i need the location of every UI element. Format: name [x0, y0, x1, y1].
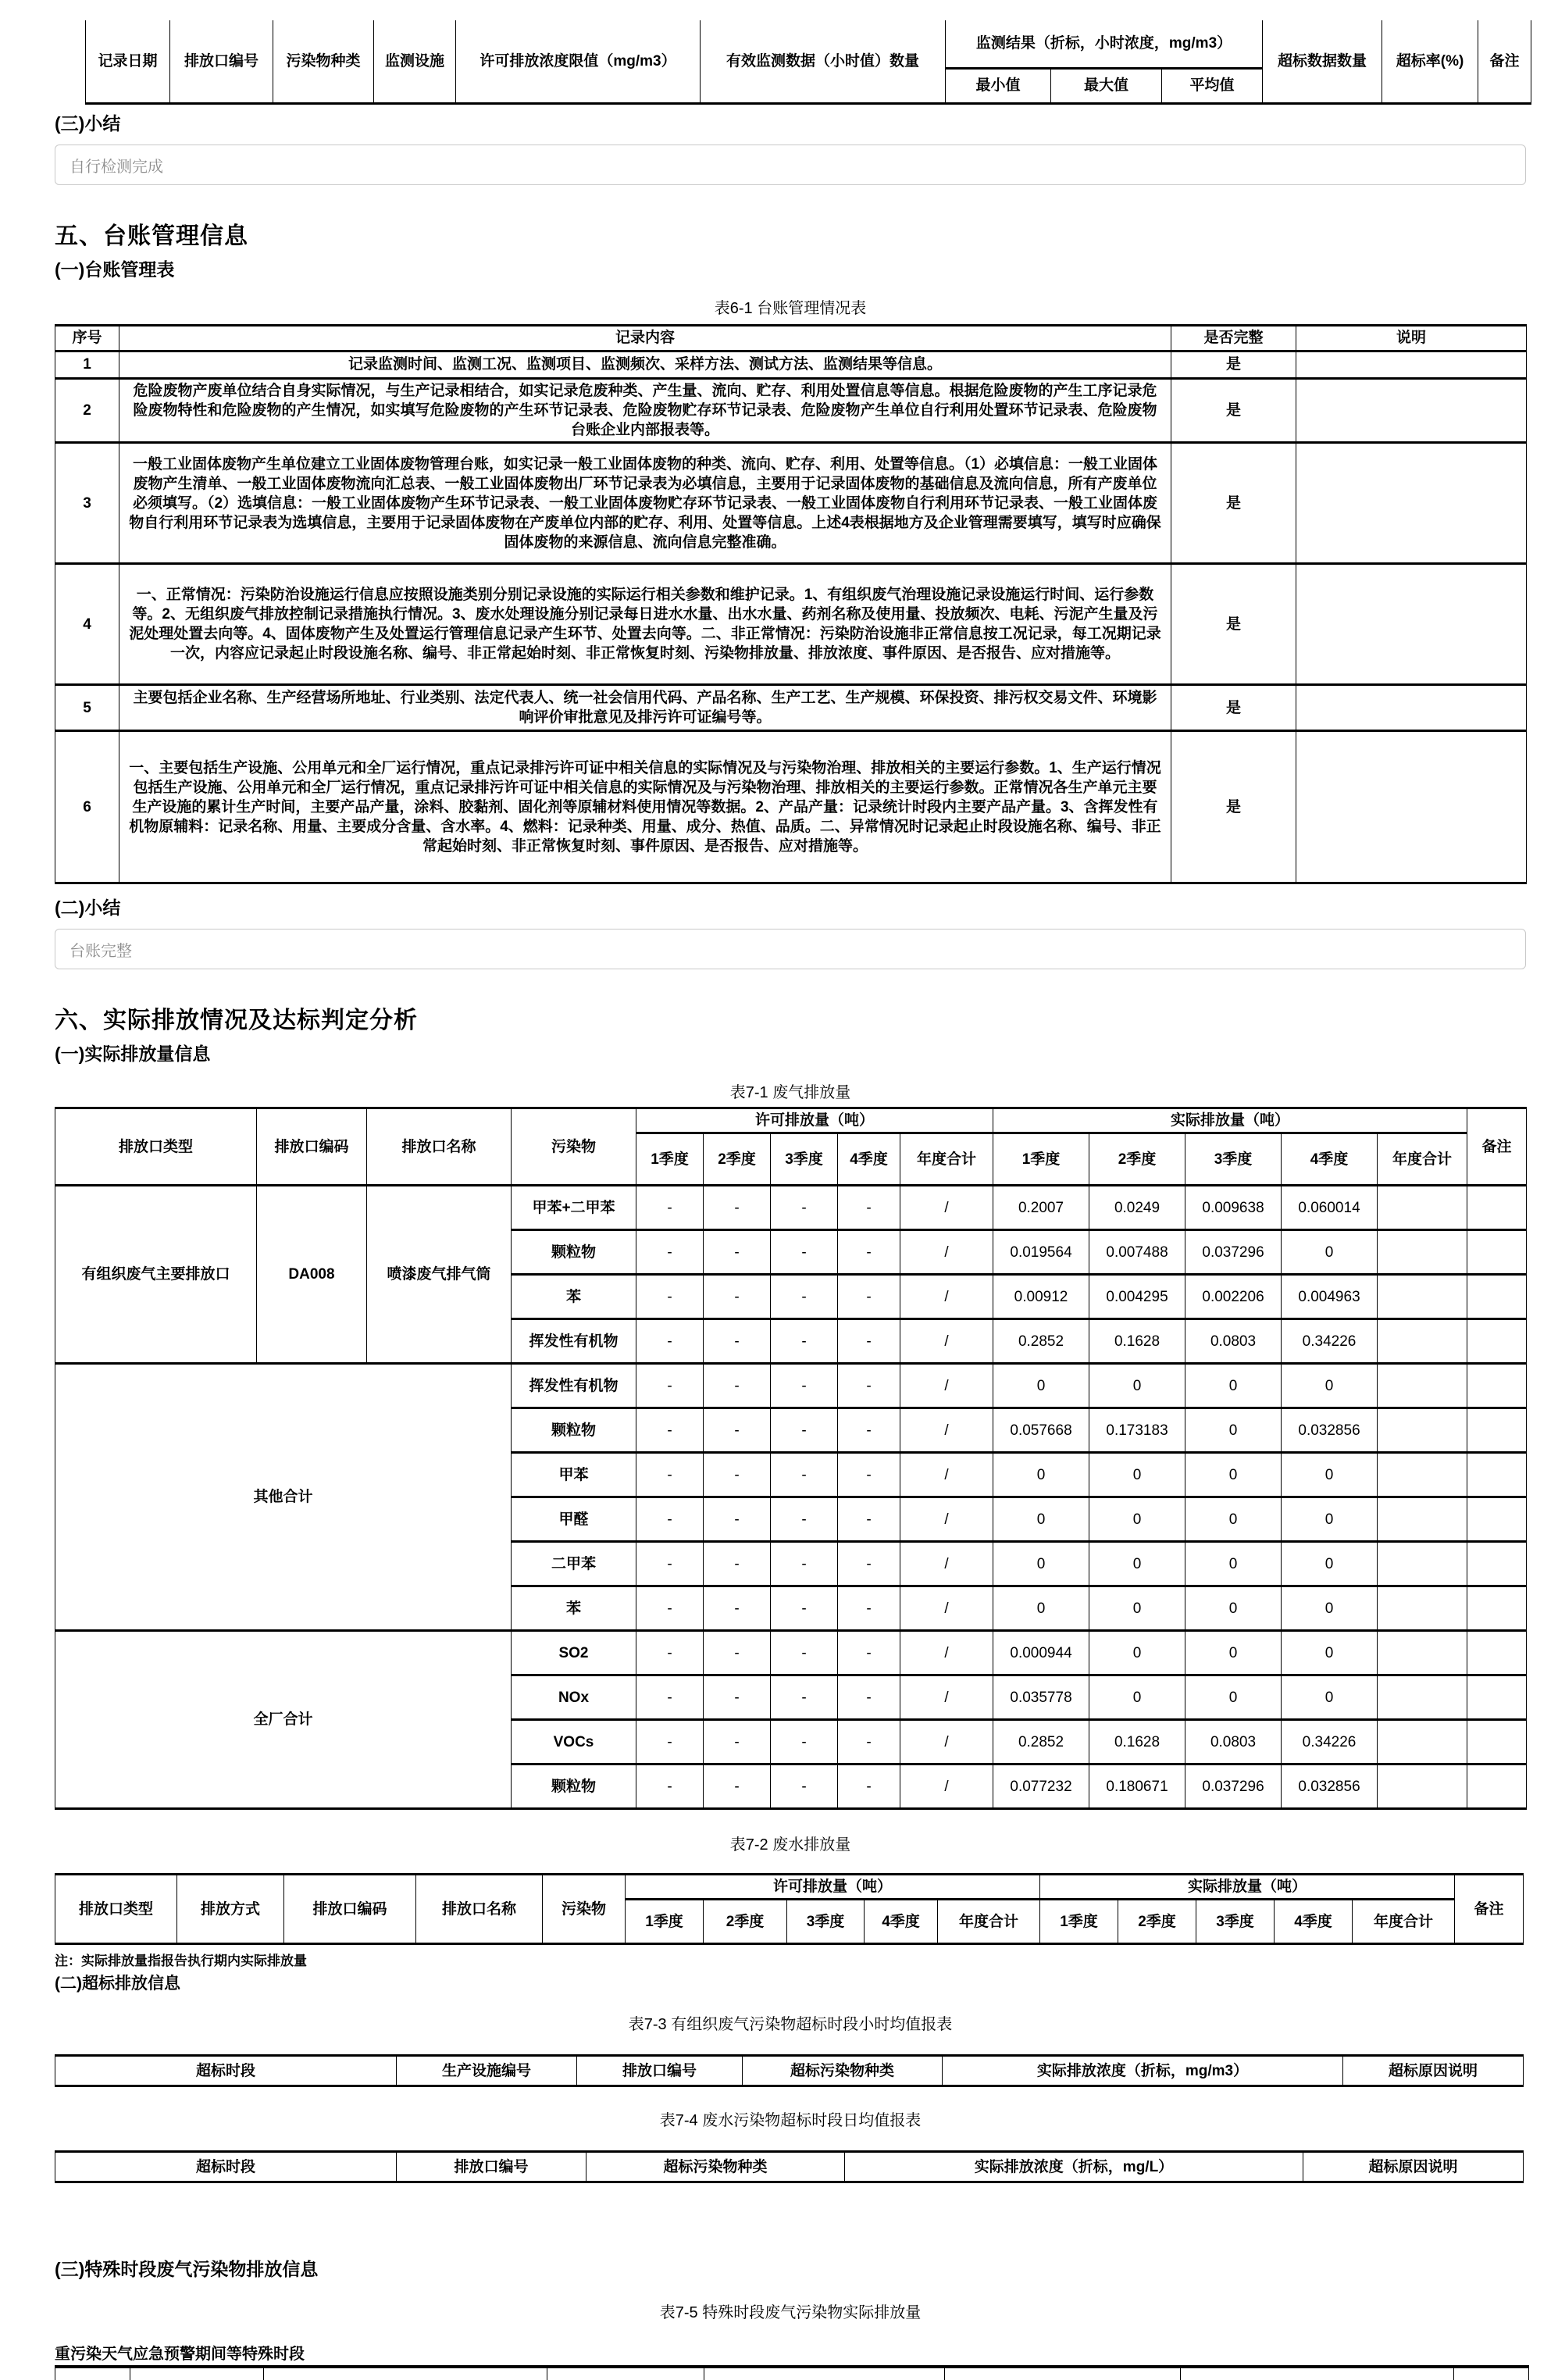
- pollutant-cell: 甲苯+二甲苯: [512, 1186, 636, 1230]
- permit-value-cell: -: [704, 1275, 771, 1319]
- permit-value-cell: -: [636, 1675, 704, 1720]
- header-cell-permit-group: 许可排放量（吨）: [626, 1875, 1040, 1900]
- actual-value-cell: [1378, 1586, 1467, 1631]
- actual-value-cell: 0: [1185, 1631, 1282, 1675]
- header-cell: 是否完整: [1171, 326, 1296, 351]
- permit-value-cell: /: [900, 1364, 993, 1408]
- table-7-5-caption: 表7-5 特殊时段废气污染物实际排放量: [659, 2304, 922, 2322]
- note-cell: [1296, 685, 1527, 731]
- actual-value-cell: 0.032856: [1282, 1408, 1378, 1453]
- empty-cell: [1181, 2367, 1454, 2380]
- permit-value-cell: -: [636, 1497, 704, 1542]
- header-cell: 年度合计: [1353, 1900, 1455, 1944]
- permit-value-cell: /: [900, 1497, 993, 1542]
- actual-value-cell: 0.007488: [1089, 1230, 1185, 1275]
- empty-cell: [945, 2367, 1181, 2380]
- header-cell: 污染物: [543, 1875, 626, 1944]
- actual-value-cell: 0.002206: [1185, 1275, 1282, 1319]
- header-cell: 排放口编码: [257, 1108, 367, 1186]
- header-cell: 平均值: [1162, 69, 1263, 104]
- permit-value-cell: -: [771, 1408, 838, 1453]
- header-cell: 说明: [1296, 326, 1527, 351]
- actual-value-cell: 0: [1282, 1364, 1378, 1408]
- special-period-label: 重污染天气应急预警期间等特殊时段: [55, 2346, 305, 2364]
- permit-value-cell: -: [838, 1720, 900, 1764]
- permit-value-cell: /: [900, 1275, 993, 1319]
- actual-value-cell: 0: [1089, 1542, 1185, 1586]
- pollutant-cell: 甲醛: [512, 1497, 636, 1542]
- permit-value-cell: -: [838, 1230, 900, 1275]
- row-number-cell: 6: [55, 731, 119, 883]
- table-7-1-caption: 表7-1 废气排放量: [729, 1084, 851, 1102]
- permit-value-cell: -: [704, 1542, 771, 1586]
- actual-value-cell: 0: [1089, 1453, 1185, 1497]
- header-cell: 年度合计: [938, 1900, 1040, 1944]
- pollutant-cell: NOx: [512, 1675, 636, 1720]
- note-cell: [1296, 443, 1527, 564]
- header-cell: 最大值: [1051, 69, 1162, 104]
- permit-value-cell: /: [900, 1586, 993, 1631]
- header-cell: 2季度: [704, 1900, 787, 1944]
- actual-value-cell: 0.057668: [993, 1408, 1089, 1453]
- actual-value-cell: [1378, 1720, 1467, 1764]
- header-cell: 2季度: [1118, 1900, 1196, 1944]
- header-cell: 排放方式: [177, 1875, 284, 1944]
- ledger-management-table: [55, 324, 1527, 884]
- summary-3-heading: (三)小结: [55, 113, 121, 134]
- monitoring-results-table: [85, 20, 1531, 105]
- actual-value-cell: 0: [993, 1497, 1089, 1542]
- permit-value-cell: -: [838, 1631, 900, 1675]
- actual-value-cell: 0.037296: [1185, 1764, 1282, 1809]
- header-cell: 超标率(%): [1382, 20, 1478, 104]
- header-cell: 有效监测数据（小时值）数量: [701, 20, 946, 104]
- ledger-summary-box[interactable]: [55, 929, 1526, 969]
- header-cell: 生产设施编号: [397, 2056, 577, 2086]
- actual-value-cell: 0.032856: [1282, 1764, 1378, 1809]
- record-content-cell: 主要包括企业名称、生产经营场所地址、行业类别、法定代表人、统一社会信用代码、产品名称、生产工艺、生产规模、环保投资、排污权交易文件、环境影响评价审批意见及排污许可证编号等。: [119, 685, 1171, 731]
- permit-value-cell: -: [704, 1186, 771, 1230]
- header-cell: 超标时段: [55, 2056, 397, 2086]
- header-cell: 污染物种类: [273, 20, 374, 104]
- header-cell: 3季度: [771, 1133, 838, 1186]
- actual-value-cell: 0: [1089, 1631, 1185, 1675]
- header-cell: 超标污染物种类: [743, 2056, 943, 2086]
- permit-value-cell: -: [771, 1230, 838, 1275]
- section-6-sub3-heading: (三)特殊时段废气污染物排放信息: [55, 2259, 319, 2280]
- permit-value-cell: -: [771, 1186, 838, 1230]
- actual-value-cell: 0: [1282, 1497, 1378, 1542]
- actual-value-cell: 0: [1185, 1453, 1282, 1497]
- actual-value-cell: [1378, 1542, 1467, 1586]
- table-7-4-caption: 表7-4 废水污染物超标时段日均值报表: [659, 2112, 922, 2130]
- pollutant-cell: SO2: [512, 1631, 636, 1675]
- section-6-sub2-heading: (二)超标排放信息: [55, 1975, 180, 1993]
- permit-value-cell: -: [838, 1542, 900, 1586]
- actual-value-cell: 0.2852: [993, 1720, 1089, 1764]
- header-cell: 备注: [1467, 1108, 1527, 1186]
- table-7-3-caption: 表7-3 有组织废气污染物超标时段小时均值报表: [628, 2016, 953, 2034]
- permit-value-cell: -: [636, 1453, 704, 1497]
- actual-value-cell: 0.00912: [993, 1275, 1089, 1319]
- permit-value-cell: -: [771, 1675, 838, 1720]
- actual-value-cell: 0: [1185, 1408, 1282, 1453]
- permit-value-cell: -: [771, 1720, 838, 1764]
- note-cell: [1296, 731, 1527, 883]
- pollutant-cell: 颗粒物: [512, 1230, 636, 1275]
- empty-cell: [130, 2367, 264, 2380]
- self-monitoring-summary-box[interactable]: [55, 145, 1526, 185]
- header-cell: 排放口编号: [170, 20, 273, 104]
- actual-value-cell: 0.0803: [1185, 1319, 1282, 1364]
- header-cell: 1季度: [636, 1133, 704, 1186]
- pollutant-cell: 二甲苯: [512, 1542, 636, 1586]
- actual-value-cell: 0: [1282, 1586, 1378, 1631]
- permit-value-cell: /: [900, 1764, 993, 1809]
- permit-value-cell: -: [636, 1586, 704, 1631]
- header-cell: 排放口类型: [55, 1875, 177, 1944]
- record-content-cell: 一、主要包括生产设施、公用单元和全厂运行情况，重点记录排污许可证中相关信息的实际情况及与污染物治理、排放相关的主要运行参数。1、生产运行情况包括生产设施、公用单元和全厂运行情况，重点记录排污许可证中相关信息的实际情况及与污染物治理、排放相关的主要运行参数。正常情况各生产单元主要生产设施的累计生产时间，主要产品产量，涂料、胶黏剂、固化剂等原辅材料使用情况等数据。2、产品产量：记录统计时段内主要产品产量。3、含挥发性有机物原辅料：记录名称、用量、主要成分含量、含水率。4、燃料：记录种类、用量、成分、热值、品质。二、异常情况时记录起止时段设施名称、编号、非正常起始时刻、非正常恢复时刻、事件原因、是否报告、应对措施等。: [119, 731, 1171, 883]
- permit-value-cell: -: [636, 1319, 704, 1364]
- header-cell: 备注: [1478, 20, 1531, 104]
- actual-value-cell: 0: [993, 1453, 1089, 1497]
- header-cell-actual-group: 实际排放量（吨）: [993, 1108, 1467, 1133]
- note-cell: [1467, 1720, 1527, 1764]
- permit-value-cell: -: [636, 1364, 704, 1408]
- complete-flag-cell: 是: [1171, 685, 1296, 731]
- actual-value-cell: 0.000944: [993, 1631, 1089, 1675]
- actual-value-cell: 0: [1185, 1542, 1282, 1586]
- gas-exceedance-table: [55, 2054, 1524, 2087]
- header-cell: 记录日期: [86, 20, 170, 104]
- actual-value-cell: 0.037296: [1185, 1230, 1282, 1275]
- permit-value-cell: -: [704, 1408, 771, 1453]
- permit-value-cell: -: [636, 1720, 704, 1764]
- complete-flag-cell: 是: [1171, 564, 1296, 685]
- row-number-cell: 5: [55, 685, 119, 731]
- actual-value-cell: 0: [1089, 1675, 1185, 1720]
- header-cell-result-group: 监测结果（折标，小时浓度，mg/m3）: [946, 20, 1263, 69]
- actual-value-cell: 0.2007: [993, 1186, 1089, 1230]
- permit-value-cell: -: [704, 1720, 771, 1764]
- actual-value-cell: 0: [1185, 1586, 1282, 1631]
- header-cell: 3季度: [787, 1900, 865, 1944]
- row-number-cell: 3: [55, 443, 119, 564]
- permit-value-cell: /: [900, 1631, 993, 1675]
- actual-value-cell: 0.077232: [993, 1764, 1089, 1809]
- header-cell: 超标原因说明: [1343, 2056, 1524, 2086]
- section-6-title: 六、实际排放情况及达标判定分析: [55, 1008, 418, 1034]
- permit-value-cell: -: [704, 1319, 771, 1364]
- permit-value-cell: -: [771, 1764, 838, 1809]
- actual-value-cell: [1378, 1675, 1467, 1720]
- permit-value-cell: -: [636, 1764, 704, 1809]
- outlet-group-cell: 全厂合计: [55, 1631, 512, 1809]
- permit-value-cell: -: [771, 1497, 838, 1542]
- header-cell: 监测设施: [374, 20, 456, 104]
- actual-value-cell: 0.019564: [993, 1230, 1089, 1275]
- actual-value-cell: 0.009638: [1185, 1186, 1282, 1230]
- actual-value-cell: [1378, 1497, 1467, 1542]
- permit-value-cell: /: [900, 1408, 993, 1453]
- outlet-group-cell: 其他合计: [55, 1364, 512, 1631]
- actual-value-cell: 0.180671: [1089, 1764, 1185, 1809]
- gas-emission-table: [55, 1107, 1527, 1810]
- header-cell: 4季度: [865, 1900, 938, 1944]
- self-monitoring-summary-text: 自行检测完成: [70, 158, 163, 176]
- actual-value-cell: [1378, 1631, 1467, 1675]
- permit-value-cell: -: [704, 1764, 771, 1809]
- permit-value-cell: -: [636, 1631, 704, 1675]
- pollutant-cell: 挥发性有机物: [512, 1364, 636, 1408]
- permit-value-cell: -: [636, 1542, 704, 1586]
- permit-value-cell: -: [771, 1275, 838, 1319]
- table-6-1-caption: 表6-1 台账管理情况表: [714, 300, 867, 317]
- note-cell: [1467, 1675, 1527, 1720]
- actual-value-cell: 0.004295: [1089, 1275, 1185, 1319]
- pollutant-cell: 苯: [512, 1586, 636, 1631]
- permit-value-cell: -: [838, 1764, 900, 1809]
- actual-value-cell: 0.035778: [993, 1675, 1089, 1720]
- actual-value-cell: 0.004963: [1282, 1275, 1378, 1319]
- actual-value-cell: 0.0803: [1185, 1720, 1282, 1764]
- actual-value-cell: [1378, 1453, 1467, 1497]
- record-content-cell: 一般工业固体废物产生单位建立工业固体废物管理台账，如实记录一般工业固体废物的种类、流向、贮存、利用、处置等信息。（1）必填信息：一般工业固体废物产生清单、一般工业固体废物流向汇总表、一般工业固体废物出厂环节记录表为必填信息，主要用于记录固体废物的基础信息及流向信息，所有产废单位必须填写。（2）选填信息：一般工业固体废物产生环节记录表、一般工业固体废物贮存环节记录表、一般工业固体废物自行利用环节记录表、一般工业固体废物自行利用环节记录表为选填信息，主要用于记录固体废物在产废单位内部的贮存、利用、处置等信息。上述4表根据地方及企业管理需要填写，填写时应确保固体废物的来源信息、流向信息完整准确。: [119, 443, 1171, 564]
- permit-value-cell: -: [771, 1364, 838, 1408]
- permit-value-cell: -: [838, 1586, 900, 1631]
- wastewater-exceedance-table: [55, 2150, 1524, 2183]
- actual-value-cell: 0.173183: [1089, 1408, 1185, 1453]
- header-cell: 排放口名称: [416, 1875, 543, 1944]
- pollutant-cell: 苯: [512, 1275, 636, 1319]
- permit-value-cell: /: [900, 1453, 993, 1497]
- header-cell: 超标时段: [55, 2152, 397, 2182]
- actual-value-cell: [1378, 1186, 1467, 1230]
- permit-value-cell: -: [704, 1230, 771, 1275]
- actual-value-cell: 0.1628: [1089, 1720, 1185, 1764]
- permit-value-cell: /: [900, 1542, 993, 1586]
- actual-value-cell: [1378, 1275, 1467, 1319]
- special-period-table: [55, 2365, 1529, 2380]
- permit-value-cell: -: [704, 1631, 771, 1675]
- permit-value-cell: -: [704, 1497, 771, 1542]
- permit-value-cell: -: [771, 1319, 838, 1364]
- complete-flag-cell: 是: [1171, 379, 1296, 443]
- actual-value-cell: [1378, 1408, 1467, 1453]
- header-cell: 许可排放浓度限值（mg/m3）: [456, 20, 701, 104]
- pollutant-cell: VOCs: [512, 1720, 636, 1764]
- header-cell-actual-group: 实际排放量（吨）: [1040, 1875, 1455, 1900]
- header-cell: 排放口类型: [55, 1108, 257, 1186]
- complete-flag-cell: 是: [1171, 351, 1296, 379]
- actual-value-cell: 0: [1282, 1542, 1378, 1586]
- header-cell: 2季度: [704, 1133, 771, 1186]
- section-5-title: 五、台账管理信息: [55, 223, 248, 249]
- actual-value-cell: [1378, 1364, 1467, 1408]
- actual-value-cell: 0.060014: [1282, 1186, 1378, 1230]
- record-content-cell: 一、正常情况：污染防治设施运行信息应按照设施类别分别记录设施的实际运行相关参数和维护记录。1、有组织废气治理设施记录设施运行时间、运行参数等。2、无组织废气排放控制记录措施执行情况。3、废水处理设施分别记录每日进水水量、出水水量、药剂名称及使用量、投放频次、电耗、污泥产生量及污泥处理处置去向等。4、固体废物产生及处置运行管理信息记录产生环节、处置去向等。二、非正常情况：污染防治设施非正常信息按工况记录，每工况期记录一次，内容应记录起止时段设施名称、编号、非正常起始时刻、非正常恢复时刻、污染物排放量、排放浓度、事件原因、是否报告、应对措施等。: [119, 564, 1171, 685]
- row-number-cell: 4: [55, 564, 119, 685]
- header-cell: 超标数据数量: [1263, 20, 1382, 104]
- header-cell: 排放口编号: [397, 2152, 586, 2182]
- actual-value-cell: 0: [993, 1586, 1089, 1631]
- row-number-cell: 2: [55, 379, 119, 443]
- actual-value-cell: 0: [1185, 1497, 1282, 1542]
- record-content-cell: 危险废物产废单位结合自身实际情况，与生产记录相结合，如实记录危废种类、产生量、流向、贮存、利用处置信息等信息。根据危险废物的产生工序记录危险废物特性和危险废物的产生情况，如实填写危险废物的产生环节记录表、危险废物贮存环节记录表、危险废物产生单位自行利用处置环节记录表、危险废物台账企业内部报表等。: [119, 379, 1171, 443]
- permit-value-cell: -: [771, 1631, 838, 1675]
- permit-value-cell: /: [900, 1720, 993, 1764]
- permit-value-cell: -: [636, 1275, 704, 1319]
- permit-value-cell: -: [636, 1186, 704, 1230]
- table-7-2-note: 注：实际排放量指报告执行期内实际排放量: [55, 1954, 307, 1969]
- actual-value-cell: 0: [1185, 1675, 1282, 1720]
- permit-value-cell: -: [636, 1230, 704, 1275]
- header-cell: 1季度: [993, 1133, 1089, 1186]
- header-cell: 年度合计: [1378, 1133, 1467, 1186]
- pollutant-cell: 颗粒物: [512, 1764, 636, 1809]
- pollutant-cell: 甲苯: [512, 1453, 636, 1497]
- record-content-cell: 记录监测时间、监测工况、监测项目、监测频次、采样方法、测试方法、监测结果等信息。: [119, 351, 1171, 379]
- empty-cell: [704, 2367, 945, 2380]
- permit-value-cell: /: [900, 1319, 993, 1364]
- actual-value-cell: 0.2852: [993, 1319, 1089, 1364]
- empty-cell: [547, 2367, 704, 2380]
- header-cell: 4季度: [1275, 1900, 1353, 1944]
- actual-value-cell: 0: [1282, 1675, 1378, 1720]
- note-cell: [1296, 564, 1527, 685]
- header-cell: 记录内容: [119, 326, 1171, 351]
- empty-cell: [1454, 2367, 1529, 2380]
- permit-value-cell: /: [900, 1186, 993, 1230]
- header-cell: 实际排放浓度（折标，mg/m3）: [943, 2056, 1343, 2086]
- permit-value-cell: -: [771, 1586, 838, 1631]
- note-cell: [1467, 1497, 1527, 1542]
- header-cell: 2季度: [1089, 1133, 1185, 1186]
- header-cell: 污染物: [512, 1108, 636, 1186]
- note-cell: [1467, 1453, 1527, 1497]
- note-cell: [1467, 1275, 1527, 1319]
- summary-2-heading: (二)小结: [55, 897, 121, 919]
- header-cell: 4季度: [838, 1133, 900, 1186]
- note-cell: [1467, 1408, 1527, 1453]
- actual-value-cell: 0: [1282, 1453, 1378, 1497]
- outlet-name-cell: 喷漆废气排气筒: [367, 1186, 512, 1364]
- note-cell: [1467, 1319, 1527, 1364]
- permit-value-cell: -: [838, 1497, 900, 1542]
- permit-value-cell: /: [900, 1230, 993, 1275]
- note-cell: [1467, 1764, 1527, 1809]
- actual-value-cell: [1378, 1764, 1467, 1809]
- actual-value-cell: 0: [1282, 1631, 1378, 1675]
- header-cell: 排放口编码: [284, 1875, 416, 1944]
- header-cell: 超标原因说明: [1303, 2152, 1524, 2182]
- pollutant-cell: 颗粒物: [512, 1408, 636, 1453]
- header-cell: 实际排放浓度（折标，mg/L）: [845, 2152, 1303, 2182]
- note-cell: [1467, 1364, 1527, 1408]
- header-cell: 年度合计: [900, 1133, 993, 1186]
- actual-value-cell: 0.34226: [1282, 1319, 1378, 1364]
- actual-value-cell: 0: [993, 1542, 1089, 1586]
- actual-value-cell: 0: [1089, 1364, 1185, 1408]
- complete-flag-cell: 是: [1171, 731, 1296, 883]
- section-5-sub-heading: (一)台账管理表: [55, 259, 175, 280]
- permit-value-cell: -: [838, 1364, 900, 1408]
- header-cell: 1季度: [626, 1900, 704, 1944]
- permit-value-cell: -: [838, 1453, 900, 1497]
- actual-value-cell: 0: [993, 1364, 1089, 1408]
- ledger-summary-text: 台账完整: [70, 942, 132, 960]
- note-cell: [1296, 379, 1527, 443]
- note-cell: [1467, 1542, 1527, 1586]
- header-cell: 1季度: [1040, 1900, 1118, 1944]
- empty-cell: [264, 2367, 547, 2380]
- outlet-code-cell: DA008: [257, 1186, 367, 1364]
- actual-value-cell: 0.34226: [1282, 1720, 1378, 1764]
- permit-value-cell: -: [704, 1586, 771, 1631]
- header-cell: 最小值: [946, 69, 1051, 104]
- permit-value-cell: -: [704, 1675, 771, 1720]
- actual-value-cell: [1378, 1319, 1467, 1364]
- header-cell: 备注: [1455, 1875, 1524, 1944]
- note-cell: [1467, 1586, 1527, 1631]
- actual-value-cell: [1378, 1230, 1467, 1275]
- table-7-2-caption: 表7-2 废水排放量: [729, 1836, 851, 1854]
- wastewater-emission-table: [55, 1873, 1524, 1945]
- note-cell: [1467, 1186, 1527, 1230]
- actual-value-cell: 0: [1282, 1230, 1378, 1275]
- header-cell: 3季度: [1185, 1133, 1282, 1186]
- permit-value-cell: -: [838, 1408, 900, 1453]
- header-cell: 序号: [55, 326, 119, 351]
- header-cell: 4季度: [1282, 1133, 1378, 1186]
- actual-value-cell: 0.0249: [1089, 1186, 1185, 1230]
- section-6-sub1-heading: (一)实际排放量信息: [55, 1044, 211, 1065]
- actual-value-cell: 0: [1089, 1586, 1185, 1631]
- permit-value-cell: -: [838, 1186, 900, 1230]
- header-cell: 超标污染物种类: [586, 2152, 845, 2182]
- actual-value-cell: 0: [1185, 1364, 1282, 1408]
- actual-value-cell: 0: [1089, 1497, 1185, 1542]
- header-cell-permit-group: 许可排放量（吨）: [636, 1108, 993, 1133]
- complete-flag-cell: 是: [1171, 443, 1296, 564]
- permit-value-cell: -: [771, 1542, 838, 1586]
- header-cell: 排放口编号: [577, 2056, 743, 2086]
- pollutant-cell: 挥发性有机物: [512, 1319, 636, 1364]
- outlet-type-cell: 有组织废气主要排放口: [55, 1186, 257, 1364]
- permit-value-cell: /: [900, 1675, 993, 1720]
- header-cell: 排放口名称: [367, 1108, 512, 1186]
- header-cell: 3季度: [1196, 1900, 1275, 1944]
- permit-value-cell: -: [636, 1408, 704, 1453]
- permit-value-cell: -: [704, 1453, 771, 1497]
- note-cell: [1467, 1631, 1527, 1675]
- permit-value-cell: -: [838, 1275, 900, 1319]
- permit-value-cell: -: [704, 1364, 771, 1408]
- actual-value-cell: 0.1628: [1089, 1319, 1185, 1364]
- empty-cell: [55, 2367, 130, 2380]
- row-number-cell: 1: [55, 351, 119, 379]
- note-cell: [1467, 1230, 1527, 1275]
- permit-value-cell: -: [771, 1453, 838, 1497]
- permit-value-cell: -: [838, 1319, 900, 1364]
- permit-value-cell: -: [838, 1675, 900, 1720]
- note-cell: [1296, 351, 1527, 379]
